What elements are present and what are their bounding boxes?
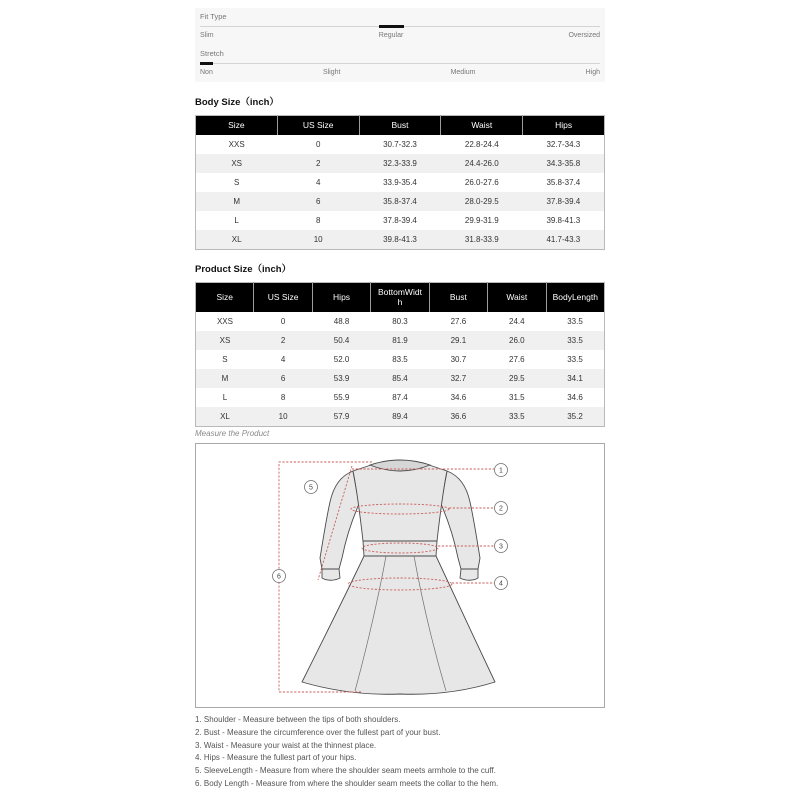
table-cell: 33.5	[546, 350, 604, 369]
waistband	[363, 541, 437, 556]
table-row	[196, 388, 605, 407]
table-cell: 34.1	[546, 369, 604, 388]
table-cell: 80.3	[371, 312, 429, 331]
table-cell: 10	[254, 407, 312, 427]
table-cell: 27.6	[429, 312, 487, 331]
column-header-size: Size	[196, 116, 278, 136]
table-cell: M	[196, 192, 278, 211]
column-header-hips	[312, 283, 370, 313]
marker-label: 3	[499, 543, 503, 551]
table-cell: 41.7-43.3	[523, 230, 605, 250]
table-cell: L	[196, 211, 278, 230]
table-cell: 83.5	[371, 350, 429, 369]
table-cell: 33.9-35.4	[359, 173, 441, 192]
table-cell: 52.0	[312, 350, 370, 369]
table-cell: S	[196, 350, 254, 369]
marker-4	[495, 577, 508, 590]
table-cell: 31.5	[488, 388, 546, 407]
table-cell: 31.8-33.9	[441, 230, 523, 250]
fit-type-label: Fit Type	[200, 12, 227, 21]
table-cell: 57.9	[312, 407, 370, 427]
figure-caption: Measure the Product	[195, 429, 270, 438]
table-cell: 2	[254, 331, 312, 350]
table-row	[196, 350, 605, 369]
table-cell: 35.2	[546, 407, 604, 427]
dress-icon	[302, 460, 495, 694]
stretch-scale	[200, 49, 600, 79]
table-cell: S	[196, 173, 278, 192]
table-cell: 24.4-26.0	[441, 154, 523, 173]
instruction-shoulder: 1. Shoulder - Measure between the tips of both shoulders.	[195, 715, 401, 724]
table-cell: 29.1	[429, 331, 487, 350]
table-cell: 29.9-31.9	[441, 211, 523, 230]
table-cell: 39.8-41.3	[359, 230, 441, 250]
column-header-label: Bust	[449, 291, 467, 302]
left-cuff	[322, 569, 340, 580]
stretch-option-medium: Medium	[450, 69, 476, 76]
fit-option-slim: Slim	[200, 32, 214, 39]
table-cell: 8	[277, 211, 359, 230]
marker-2	[495, 502, 508, 515]
marker-label: 4	[499, 580, 503, 588]
table-cell: 33.5	[546, 331, 604, 350]
column-header-label: Size	[216, 291, 233, 302]
table-cell: 26.0	[488, 331, 546, 350]
table-cell: 34.6	[546, 388, 604, 407]
table-row	[196, 331, 605, 350]
header-row	[196, 283, 605, 313]
table-row	[196, 173, 605, 192]
stretch-option-slight: Slight	[322, 69, 341, 76]
instruction-hips: 4. Hips - Measure the fullest part of your hips.	[195, 753, 357, 763]
column-header-bust	[429, 283, 487, 313]
table-cell: 8	[254, 388, 312, 407]
table-cell: 37.8-39.4	[523, 192, 605, 211]
table-cell: L	[196, 388, 254, 407]
stretch-option-high: High	[585, 69, 600, 76]
table-cell: 89.4	[371, 407, 429, 427]
table-cell: 32.7-34.3	[523, 135, 605, 154]
instruction-body-length: 6. Body Length - Measure from where the shoulder seam meets the collar to the hem.	[195, 778, 499, 788]
table-cell: 0	[254, 312, 312, 331]
table-cell: 24.4	[488, 312, 546, 331]
column-header-bottom-width	[371, 283, 429, 313]
header-row	[196, 116, 605, 136]
table-cell: 28.0-29.5	[441, 192, 523, 211]
table-cell: 37.8-39.4	[359, 211, 441, 230]
column-header-label: Waist	[506, 291, 528, 302]
table-cell: 6	[277, 192, 359, 211]
product-size-table	[195, 282, 605, 427]
marker-label: 5	[309, 484, 313, 492]
dress-illustration	[196, 444, 604, 707]
measure-instructions	[195, 714, 605, 791]
stretch-label: Stretch	[200, 49, 224, 58]
table-cell: 22.8-24.4	[441, 135, 523, 154]
fit-option-regular: Regular	[378, 32, 404, 39]
column-header-us-size: US Size	[277, 116, 359, 136]
fit-type-indicator	[379, 25, 404, 28]
table-row	[196, 407, 605, 427]
right-cuff	[460, 569, 478, 580]
table-cell: 30.7-32.3	[359, 135, 441, 154]
column-header-label: Hips	[333, 291, 351, 302]
table-cell: 55.9	[312, 388, 370, 407]
marker-1	[495, 464, 508, 477]
table-cell: XXS	[196, 135, 278, 154]
measure-figure	[195, 443, 605, 708]
table-cell: 32.7	[429, 369, 487, 388]
marker-5	[305, 481, 318, 494]
table-cell: 50.4	[312, 331, 370, 350]
table-cell: 26.0-27.6	[441, 173, 523, 192]
column-header-label: BodyLength	[552, 291, 598, 302]
fit-option-oversized: Oversized	[568, 32, 600, 39]
column-header-body-length	[546, 283, 604, 313]
table-cell: 2	[277, 154, 359, 173]
table-row	[196, 192, 605, 211]
instruction-sleeve-length: 5. SleeveLength - Measure from where the shoulder seam meets armhole to the cuff.	[195, 766, 496, 775]
table-cell: 48.8	[312, 312, 370, 331]
marker-3	[495, 540, 508, 553]
table-cell: 4	[254, 350, 312, 369]
table-cell: 85.4	[371, 369, 429, 388]
table-row	[196, 230, 605, 250]
fit-scale-panel	[195, 8, 605, 82]
fit-type-scale	[200, 12, 600, 42]
table-row	[196, 154, 605, 173]
table-cell: 87.4	[371, 388, 429, 407]
table-cell: XS	[196, 154, 278, 173]
marker-label: 6	[277, 573, 281, 581]
column-header-size	[196, 283, 254, 313]
table-cell: XL	[196, 407, 254, 427]
table-cell: XXS	[196, 312, 254, 331]
table-cell: M	[196, 369, 254, 388]
table-cell: 33.5	[488, 407, 546, 427]
table-cell: 10	[277, 230, 359, 250]
table-cell: 33.5	[546, 312, 604, 331]
instruction-waist: 3. Waist - Measure your waist at the thinnest place.	[195, 740, 377, 750]
table-cell: 30.7	[429, 350, 487, 369]
body-size-table	[195, 115, 605, 250]
table-cell: 4	[277, 173, 359, 192]
marker-label: 2	[499, 505, 503, 513]
product-size-title: Product Size（inch）	[195, 264, 292, 275]
table-cell: 81.9	[371, 331, 429, 350]
column-header-label: US Size	[267, 291, 299, 302]
table-cell: 6	[254, 369, 312, 388]
table-cell: 0	[277, 135, 359, 154]
stretch-indicator	[200, 62, 213, 65]
column-header-bust: Bust	[359, 116, 441, 136]
table-cell: 53.9	[312, 369, 370, 388]
table-row	[196, 135, 605, 154]
stretch-option-non: Non	[200, 69, 213, 76]
column-header-waist: Waist	[441, 116, 523, 136]
table-cell: 35.8-37.4	[359, 192, 441, 211]
column-header-label: BottomWidth	[378, 287, 422, 307]
table-row	[196, 312, 605, 331]
table-cell: 39.8-41.3	[523, 211, 605, 230]
table-cell: 35.8-37.4	[523, 173, 605, 192]
table-cell: 34.6	[429, 388, 487, 407]
body-size-title: Body Size（inch）	[195, 97, 279, 108]
fit-type-options	[200, 31, 600, 41]
column-header-us-size	[254, 283, 312, 313]
table-cell: 29.5	[488, 369, 546, 388]
table-cell: 32.3-33.9	[359, 154, 441, 173]
instruction-bust: 2. Bust - Measure the circumference over the fullest part of your bust.	[195, 727, 441, 737]
table-cell: 36.6	[429, 407, 487, 427]
table-cell: 27.6	[488, 350, 546, 369]
column-header-hips: Hips	[523, 116, 605, 136]
marker-6	[273, 570, 286, 583]
stretch-track	[200, 63, 600, 64]
table-cell: 34.3-35.8	[523, 154, 605, 173]
table-cell: XL	[196, 230, 278, 250]
table-row	[196, 369, 605, 388]
table-row	[196, 211, 605, 230]
right-sleeve	[441, 471, 480, 569]
column-header-waist	[488, 283, 546, 313]
stretch-options	[200, 68, 600, 78]
marker-label: 1	[499, 467, 503, 475]
table-cell: XS	[196, 331, 254, 350]
bodice	[353, 465, 447, 541]
